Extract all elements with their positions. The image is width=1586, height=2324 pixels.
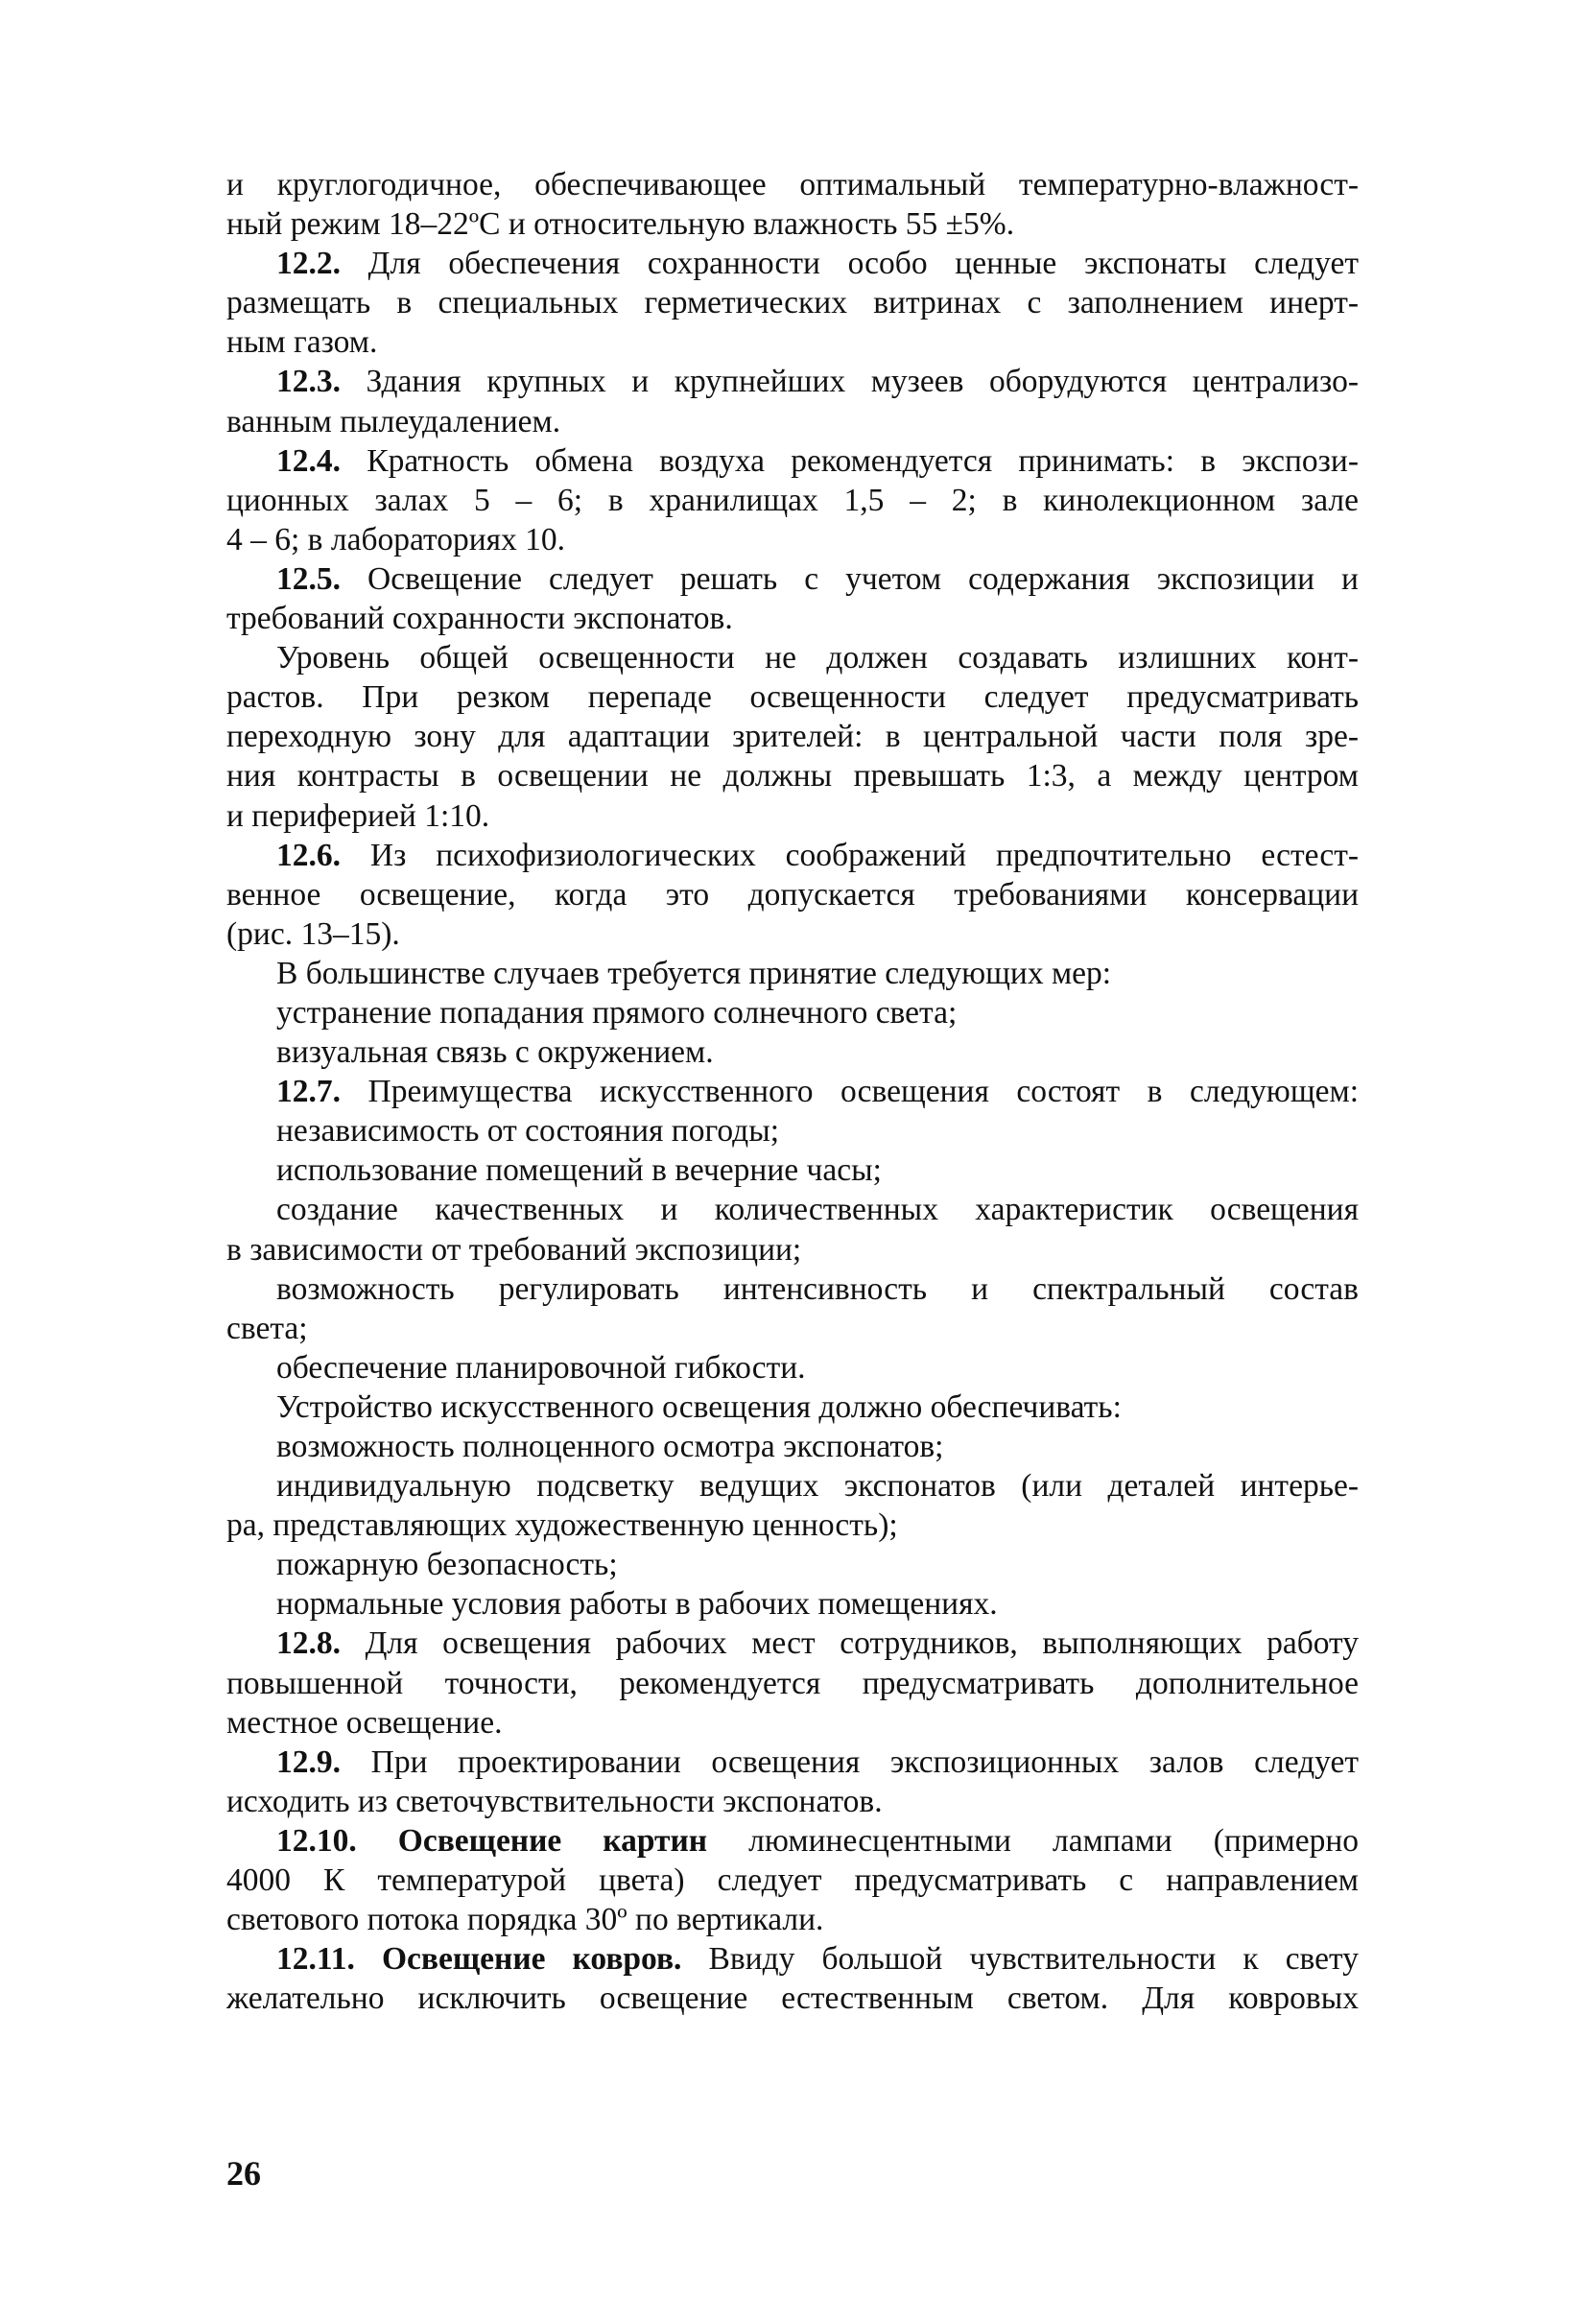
line-text: Здания крупных и крупнейших музеев оборудуются централизо- [341, 364, 1359, 400]
clause-number: 12.5. [276, 560, 341, 597]
text-line [226, 1111, 1359, 1150]
line-text: создание качественных и количественных характеристик освещения [276, 1192, 1359, 1228]
line-text: ра, представляющих художественную ценность); [226, 1507, 898, 1544]
clause-number: 12.11. [276, 1941, 355, 1978]
line-text: ния контрасты в освещении не должны превышать 1:3, а между центром [226, 758, 1359, 794]
text-line [226, 836, 1359, 875]
line-text: Ввиду большой чувствительности к свету [681, 1941, 1359, 1978]
text-line [226, 559, 1359, 599]
text-line [226, 756, 1359, 795]
text-line [226, 1387, 1359, 1427]
line-text: и круглогодичное, обеспечивающее оптимальный температурно-влажност- [226, 167, 1359, 202]
text-line [226, 717, 1359, 756]
text-line [226, 1979, 1359, 2018]
text-line [226, 1230, 1359, 1269]
text-line [226, 1506, 1359, 1545]
line-text: пожарную безопасность; [276, 1547, 618, 1583]
text-line [226, 1821, 1359, 1861]
text-line [226, 402, 1359, 441]
line-text: светового потока порядка 30º по вертикали. [226, 1902, 824, 1938]
line-text: Кратность обмена воздуха рекомендуется принимать: в экспози- [341, 442, 1359, 479]
text-line [226, 1150, 1359, 1190]
text-line [226, 638, 1359, 677]
text-line [226, 1664, 1359, 1703]
line-text: венное освещение, когда это допускается требованиями консервации [226, 876, 1359, 913]
text-line [226, 1703, 1359, 1743]
line-text: При проектировании освещения экспозиционных залов следует [341, 1743, 1359, 1780]
line-text: ванным пылеудалением. [226, 403, 561, 439]
line-text: Для освещения рабочих мест сотрудников, выполняющих работу [341, 1625, 1359, 1662]
line-text: возможность регулировать интенсивность и спектральный состав [276, 1270, 1359, 1307]
line-text: 4000 К температурой цвета) следует предусматривать с направлением [226, 1862, 1359, 1899]
text-line [226, 1309, 1359, 1348]
line-text: местное освещение. [226, 1704, 503, 1741]
line-text: возможность полноценного осмотра экспонатов; [276, 1429, 944, 1464]
line-text: переходную зону для адаптации зрителей: в центральной части поля зре- [226, 719, 1359, 755]
line-text: люминесцентными лампами (примерно [707, 1822, 1359, 1859]
text-line [226, 993, 1359, 1032]
text-line [226, 322, 1359, 362]
line-text: независимость от состояния погоды; [276, 1113, 780, 1150]
line-text: использование помещений в вечерние часы; [276, 1152, 882, 1189]
line-text: индивидуальную подсветку ведущих экспонатов (или деталей интерье- [276, 1468, 1359, 1505]
line-text: исходить из светочувствительности экспонатов. [226, 1783, 883, 1819]
clause-title: Освещение ковров. [354, 1941, 682, 1978]
line-text: растов. При резком перепаде освещенности следует предусматривать [226, 679, 1359, 716]
line-text: ным газом. [226, 324, 378, 361]
line-text: света; [226, 1310, 308, 1346]
clause-number: 12.3. [276, 364, 341, 400]
clause-number: 12.7. [276, 1074, 341, 1110]
text-line [226, 283, 1359, 322]
line-text: В большинстве случаев требуется принятие следующих мер: [276, 955, 1112, 991]
text-line [226, 362, 1359, 401]
text-line [226, 1190, 1359, 1229]
line-text: Из психофизиологических соображений предпочтительно естест- [341, 837, 1359, 873]
line-text: ционных залах 5 – 6; в хранилищах 1,5 – 2; в кинолекционном зале [226, 482, 1359, 518]
text-line [226, 1348, 1359, 1387]
line-text: Устройство искусственного освещения должно обеспечивать: [276, 1388, 1122, 1425]
line-text: нормальные условия работы в рабочих помещениях. [276, 1586, 998, 1623]
line-text: ный режим 18–22ºС и относительную влажность 55 ±5%. [226, 206, 1015, 243]
line-text: размещать в специальных герметических витринах с заполнением инерт- [226, 285, 1359, 321]
line-text: Для обеспечения сохранности особо ценные экспонаты следует [341, 246, 1359, 282]
clause-number: 12.2. [276, 246, 341, 282]
clause-number: 12.10. [276, 1822, 357, 1859]
text-line [226, 677, 1359, 717]
text-line [226, 1032, 1359, 1072]
page-number: 26 [226, 2154, 261, 2193]
text-line [226, 441, 1359, 481]
line-text: Освещение следует решать с учетом содержания экспозиции и [341, 560, 1359, 597]
text-line [226, 520, 1359, 559]
text-line [226, 1584, 1359, 1624]
text-line [226, 1743, 1359, 1782]
text-line [226, 1782, 1359, 1821]
line-text: обеспечение планировочной гибкости. [276, 1349, 806, 1386]
line-text: Преимущества искусственного освещения состоят в следующем: [341, 1074, 1359, 1110]
text-line [226, 1269, 1359, 1309]
line-text: и периферией 1:10. [226, 797, 490, 834]
text-line [226, 481, 1359, 520]
text-line [226, 1624, 1359, 1663]
line-text: (рис. 13–15). [226, 915, 400, 952]
clause-number: 12.9. [276, 1743, 341, 1780]
text-line [226, 244, 1359, 283]
line-text: повышенной точности, рекомендуется предусматривать дополнительное [226, 1665, 1359, 1701]
line-text: Уровень общей освещенности не должен создавать излишних конт- [276, 640, 1359, 676]
text-line [226, 914, 1359, 954]
text-line [226, 796, 1359, 836]
clause-number: 12.4. [276, 442, 341, 479]
line-text: 4 – 6; в лабораториях 10. [226, 521, 566, 557]
text-line [226, 1466, 1359, 1506]
text-line [226, 204, 1359, 244]
line-text: желательно исключить освещение естественным светом. Для ковровых [226, 1980, 1359, 2017]
text-line [226, 1545, 1359, 1584]
clause-title: Освещение картин [356, 1822, 708, 1859]
clause-number: 12.8. [276, 1625, 341, 1662]
clause-number: 12.6. [276, 837, 341, 873]
text-line [226, 599, 1359, 638]
text-line [226, 954, 1359, 993]
text-line [226, 1427, 1359, 1466]
body-text [226, 165, 1359, 2018]
line-text: устранение попадания прямого солнечного света; [276, 994, 958, 1031]
text-line [226, 165, 1359, 204]
text-line [226, 1861, 1359, 1900]
text-line [226, 1939, 1359, 1979]
line-text: требований сохранности экспонатов. [226, 601, 733, 637]
text-line [226, 1072, 1359, 1111]
line-text: в зависимости от требований экспозиции; [226, 1231, 802, 1268]
text-line [226, 1900, 1359, 1939]
line-text: визуальная связь с окружением. [276, 1034, 714, 1071]
text-line [226, 875, 1359, 914]
